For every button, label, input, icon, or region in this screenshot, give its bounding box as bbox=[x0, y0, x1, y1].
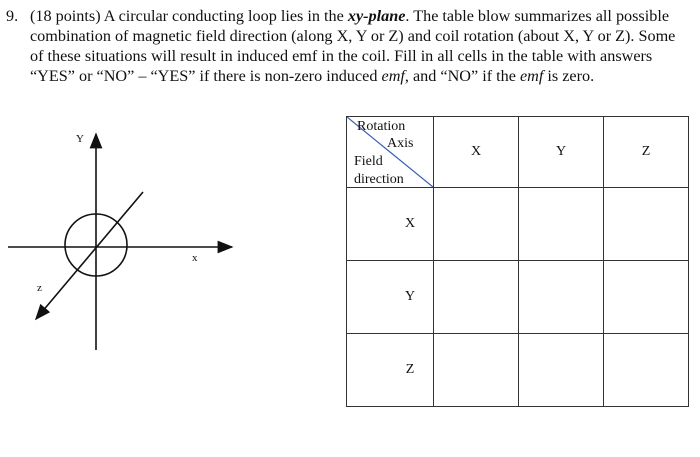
question-text bbox=[6, 6, 676, 86]
answer-cell[interactable] bbox=[519, 334, 604, 407]
question-text-a: A circular conducting loop lies in the bbox=[100, 7, 348, 25]
z-axis-label: z bbox=[37, 282, 42, 294]
header-row bbox=[347, 117, 689, 188]
rotation-label: Rotation bbox=[357, 119, 406, 134]
y-axis-label: Y bbox=[76, 133, 84, 145]
column-header-x: X bbox=[434, 117, 519, 188]
answer-cell[interactable] bbox=[434, 334, 519, 407]
emf-term-2: emf bbox=[519, 67, 544, 85]
table-row bbox=[347, 261, 689, 334]
answer-cell[interactable] bbox=[604, 334, 689, 407]
table-row bbox=[347, 188, 689, 261]
field-label: Field bbox=[354, 154, 383, 169]
direction-label: direction bbox=[354, 172, 404, 187]
row-label-z: Z bbox=[405, 362, 415, 377]
answer-cell[interactable] bbox=[434, 188, 519, 261]
xy-plane-emphasis: xy-plane bbox=[347, 7, 406, 25]
column-header-y: Y bbox=[519, 117, 604, 188]
row-header-x bbox=[347, 188, 434, 261]
row-header-y bbox=[347, 261, 434, 334]
question-text-c: , and “NO” if the bbox=[404, 67, 520, 85]
question-text-d: is zero. bbox=[543, 67, 595, 85]
answer-cell[interactable] bbox=[604, 188, 689, 261]
answer-cell[interactable] bbox=[519, 188, 604, 261]
points-label: (18 points) bbox=[30, 7, 101, 25]
answer-cell[interactable] bbox=[434, 261, 519, 334]
column-header-z: Z bbox=[604, 117, 689, 188]
z-axis-line bbox=[36, 192, 143, 319]
question-body bbox=[30, 6, 676, 86]
answer-cell[interactable] bbox=[519, 261, 604, 334]
question-number: 9. bbox=[6, 7, 19, 25]
answer-cell[interactable] bbox=[604, 261, 689, 334]
row-label-x: X bbox=[404, 216, 416, 231]
row-label-y: Y bbox=[404, 289, 416, 304]
axis-label: Axis bbox=[387, 136, 414, 151]
row-header-z bbox=[347, 334, 434, 407]
emf-table bbox=[346, 116, 689, 407]
corner-header-cell bbox=[347, 117, 434, 188]
emf-term: emf bbox=[381, 67, 405, 85]
question-text-b: . The table blow summarizes all possible combination of magnetic field direction (along X, Y or Z) and coil rotation (about X, Y or Z). Some of these situations will result in induced emf in the coil. Fill in all cells in the table with answers “YES” or “NO” – “YES” if there is non-zero induced bbox=[30, 7, 676, 85]
coordinate-diagram bbox=[0, 120, 245, 360]
x-axis-label: x bbox=[192, 252, 198, 264]
table-row bbox=[347, 334, 689, 407]
